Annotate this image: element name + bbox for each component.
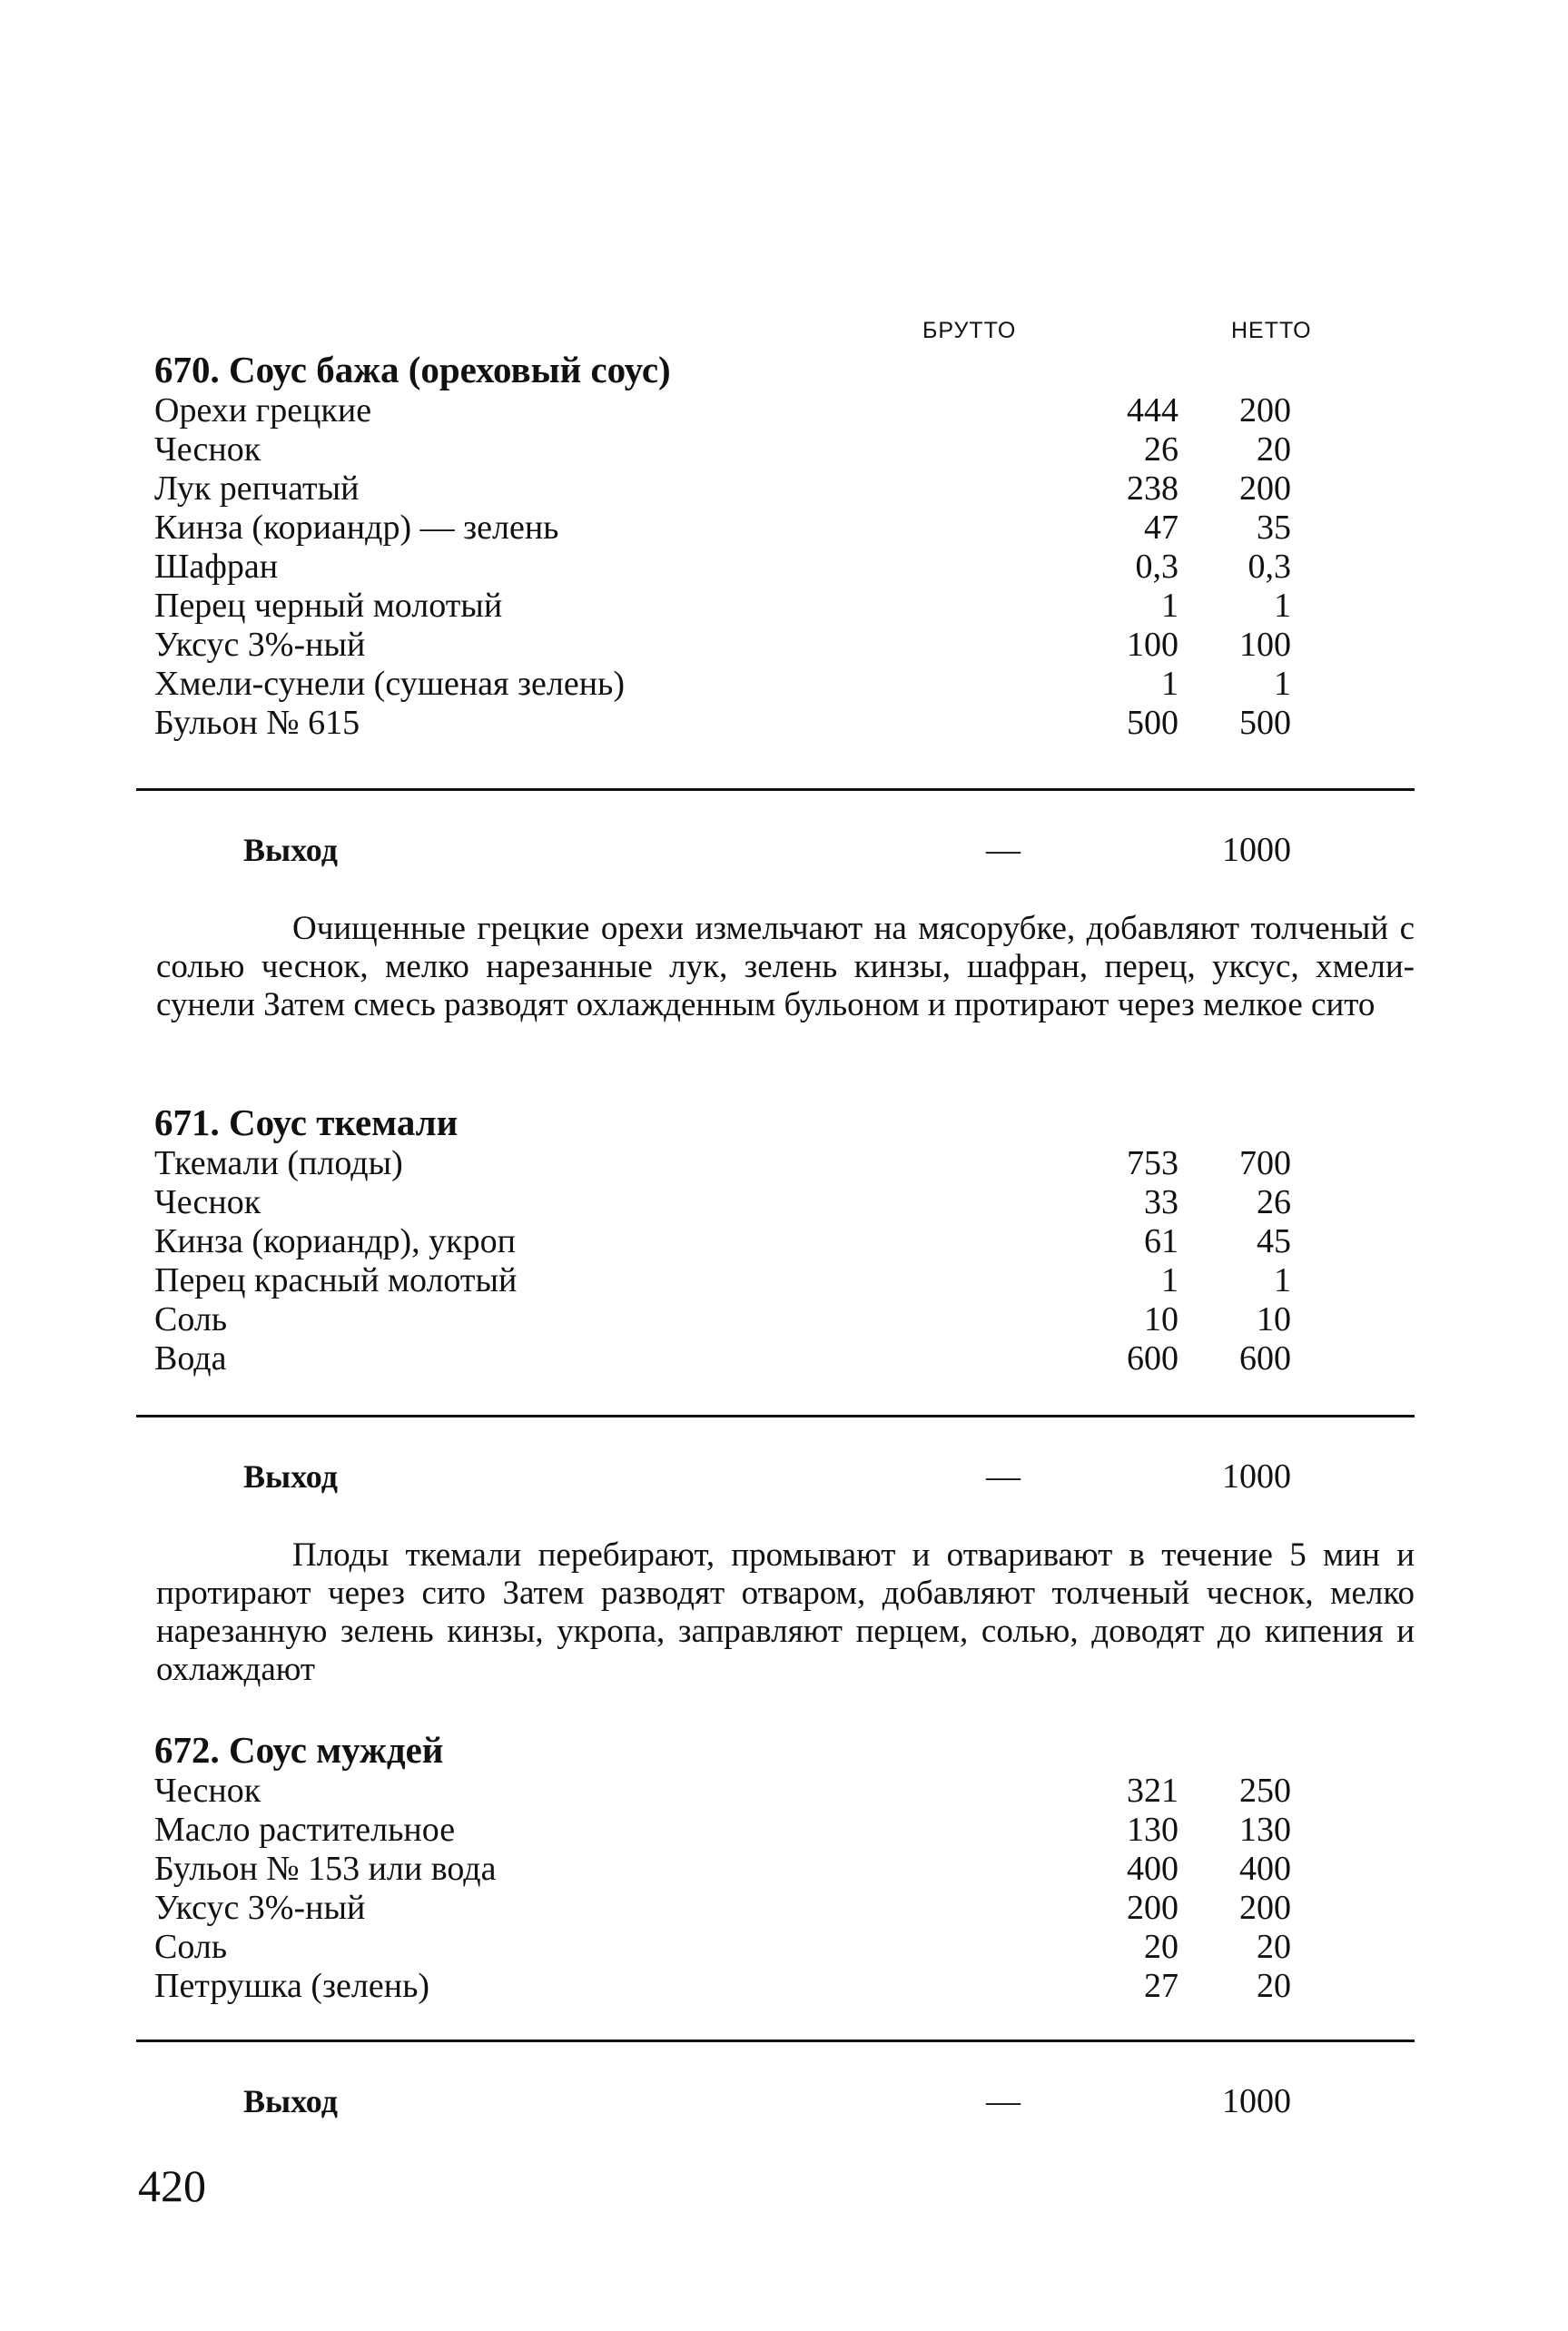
ingredient-name: Кинза (кориандр), укроп bbox=[154, 1222, 516, 1260]
ingredient-brutto: 444 bbox=[1127, 391, 1178, 430]
ingredient-brutto: 27 bbox=[1144, 1967, 1178, 2005]
ingredient-row bbox=[154, 391, 1416, 430]
ingredient-row bbox=[154, 1850, 1416, 1889]
ingredient-name: Чеснок bbox=[154, 430, 261, 469]
ingredient-name: Масло растительное bbox=[154, 1811, 456, 1849]
ingredient-netto: 500 bbox=[1239, 704, 1291, 742]
ingredient-name: Вода bbox=[154, 1339, 227, 1378]
yield-brutto: — bbox=[986, 2082, 1021, 2120]
yield-brutto: — bbox=[986, 831, 1021, 869]
ingredient-netto: 1 bbox=[1274, 1261, 1291, 1299]
divider-rule bbox=[136, 2040, 1415, 2042]
ingredient-brutto: 130 bbox=[1127, 1811, 1178, 1849]
ingredient-name: Ткемали (плоды) bbox=[154, 1144, 403, 1182]
recipe-670 bbox=[154, 348, 1416, 743]
ingredient-netto: 700 bbox=[1239, 1144, 1291, 1182]
ingredient-netto: 200 bbox=[1239, 391, 1291, 430]
divider-rule bbox=[136, 1415, 1415, 1417]
yield-brutto: — bbox=[986, 1457, 1021, 1496]
ingredient-netto: 20 bbox=[1257, 430, 1291, 469]
ingredient-brutto: 26 bbox=[1144, 430, 1178, 469]
ingredient-brutto: 238 bbox=[1127, 469, 1178, 508]
page-number: 420 bbox=[138, 2160, 206, 2211]
ingredient-brutto: 200 bbox=[1127, 1889, 1178, 1927]
ingredient-row bbox=[154, 1144, 1416, 1183]
ingredient-name: Соль bbox=[154, 1928, 228, 1966]
ingredient-netto: 200 bbox=[1239, 1889, 1291, 1927]
ingredient-name: Лук репчатый bbox=[154, 469, 360, 508]
yield-label: Выход bbox=[243, 1458, 338, 1495]
ingredient-row bbox=[154, 469, 1416, 509]
ingredient-name: Перец черный молотый bbox=[154, 587, 503, 625]
ingredient-brutto: 61 bbox=[1144, 1222, 1178, 1260]
ingredient-name: Уксус 3%-ный bbox=[154, 626, 366, 664]
ingredient-netto: 130 bbox=[1239, 1811, 1291, 1849]
ingredient-netto: 400 bbox=[1239, 1850, 1291, 1888]
ingredient-name: Петрушка (зелень) bbox=[154, 1967, 430, 2005]
ingredient-row bbox=[154, 1811, 1416, 1850]
ingredient-row bbox=[154, 1339, 1416, 1378]
yield-label: Выход bbox=[243, 832, 338, 868]
ingredient-netto: 600 bbox=[1239, 1339, 1291, 1378]
recipe-title: 672. Соус муждей bbox=[154, 1729, 444, 1771]
ingredient-row bbox=[154, 1928, 1416, 1967]
ingredient-name: Уксус 3%-ный bbox=[154, 1889, 366, 1927]
ingredient-name: Чеснок bbox=[154, 1183, 261, 1221]
ingredient-brutto: 47 bbox=[1144, 509, 1178, 547]
ingredient-brutto: 753 bbox=[1127, 1144, 1178, 1182]
ingredient-row bbox=[154, 430, 1416, 469]
divider-rule bbox=[136, 788, 1415, 791]
ingredient-name: Перец красный молотый bbox=[154, 1261, 518, 1299]
ingredient-brutto: 1 bbox=[1161, 587, 1178, 625]
ingredient-name: Бульон № 153 или вода bbox=[154, 1850, 497, 1888]
ingredient-row bbox=[154, 1300, 1416, 1339]
ingredient-brutto: 400 bbox=[1127, 1850, 1178, 1888]
ingredient-row bbox=[154, 1772, 1416, 1811]
ingredient-row bbox=[154, 1183, 1416, 1222]
ingredient-row bbox=[154, 704, 1416, 743]
recipe-672 bbox=[154, 1728, 1416, 2006]
yield-netto: 1000 bbox=[1222, 2082, 1291, 2120]
column-header-netto: НЕТТО bbox=[1231, 318, 1312, 343]
ingredient-netto: 1 bbox=[1274, 665, 1291, 703]
recipe-description: Очищенные грецкие орехи измельчают на мясорубке, добавляют толченый с солью чеснок, мелко нарезанные лук, зелень кинзы, шафран, перец, уксус, хмели-сунели Затем смесь разводят охлажденным бульоном и протирают через мелкое сито bbox=[156, 910, 1415, 1023]
ingredient-netto: 1 bbox=[1274, 587, 1291, 625]
ingredient-name: Шафран bbox=[154, 548, 279, 586]
recipe-671 bbox=[154, 1101, 1416, 1378]
ingredient-netto: 10 bbox=[1257, 1300, 1291, 1338]
yield-netto: 1000 bbox=[1222, 1457, 1291, 1496]
ingredient-brutto: 100 bbox=[1127, 626, 1178, 664]
ingredient-brutto: 1 bbox=[1161, 665, 1178, 703]
recipe-description: Плоды ткемали перебирают, промывают и отваривают в течение 5 мин и протирают через сито Затем разводят отваром, добавляют толченый чеснок, мелко нарезанную зелень кинзы, укропа, заправляют перцем, солью, доводят до кипения и охлаждают bbox=[156, 1536, 1415, 1688]
ingredient-row bbox=[154, 626, 1416, 665]
yield-label: Выход bbox=[243, 2083, 338, 2119]
ingredient-brutto: 10 bbox=[1144, 1300, 1178, 1338]
ingredient-netto: 20 bbox=[1257, 1967, 1291, 2005]
ingredient-name: Соль bbox=[154, 1300, 228, 1338]
ingredient-netto: 100 bbox=[1239, 626, 1291, 664]
ingredient-row bbox=[154, 665, 1416, 704]
ingredient-name: Орехи грецкие bbox=[154, 391, 372, 430]
yield-row bbox=[0, 1456, 1568, 1497]
yield-netto: 1000 bbox=[1222, 831, 1291, 869]
ingredient-row bbox=[154, 1889, 1416, 1928]
ingredient-netto: 200 bbox=[1239, 469, 1291, 508]
recipe-title: 670. Соус бажа (ореховый соус) bbox=[154, 349, 671, 390]
ingredient-netto: 45 bbox=[1257, 1222, 1291, 1260]
ingredient-row bbox=[154, 587, 1416, 626]
column-header-brutto: БРУТТО bbox=[922, 318, 1017, 343]
yield-row bbox=[0, 829, 1568, 871]
ingredient-brutto: 20 bbox=[1144, 1928, 1178, 1966]
ingredient-row bbox=[154, 509, 1416, 548]
yield-row bbox=[0, 2080, 1568, 2122]
ingredient-name: Хмели-сунели (сушеная зелень) bbox=[154, 665, 626, 703]
ingredient-netto: 250 bbox=[1239, 1772, 1291, 1810]
ingredient-netto: 0,3 bbox=[1247, 548, 1291, 586]
ingredient-row bbox=[154, 1222, 1416, 1261]
ingredient-brutto: 1 bbox=[1161, 1261, 1178, 1299]
ingredient-brutto: 600 bbox=[1127, 1339, 1178, 1378]
ingredient-netto: 20 bbox=[1257, 1928, 1291, 1966]
ingredient-brutto: 0,3 bbox=[1135, 548, 1178, 586]
ingredient-brutto: 500 bbox=[1127, 704, 1178, 742]
ingredient-netto: 35 bbox=[1257, 509, 1291, 547]
recipe-title: 671. Соус ткемали bbox=[154, 1101, 459, 1143]
ingredient-name: Кинза (кориандр) — зелень bbox=[154, 509, 559, 547]
ingredient-row bbox=[154, 1261, 1416, 1300]
ingredient-row bbox=[154, 548, 1416, 587]
ingredient-name: Бульон № 615 bbox=[154, 704, 360, 742]
ingredient-brutto: 321 bbox=[1127, 1772, 1178, 1810]
ingredient-row bbox=[154, 1967, 1416, 2006]
ingredient-brutto: 33 bbox=[1144, 1183, 1178, 1221]
ingredient-name: Чеснок bbox=[154, 1772, 261, 1810]
ingredient-netto: 26 bbox=[1257, 1183, 1291, 1221]
